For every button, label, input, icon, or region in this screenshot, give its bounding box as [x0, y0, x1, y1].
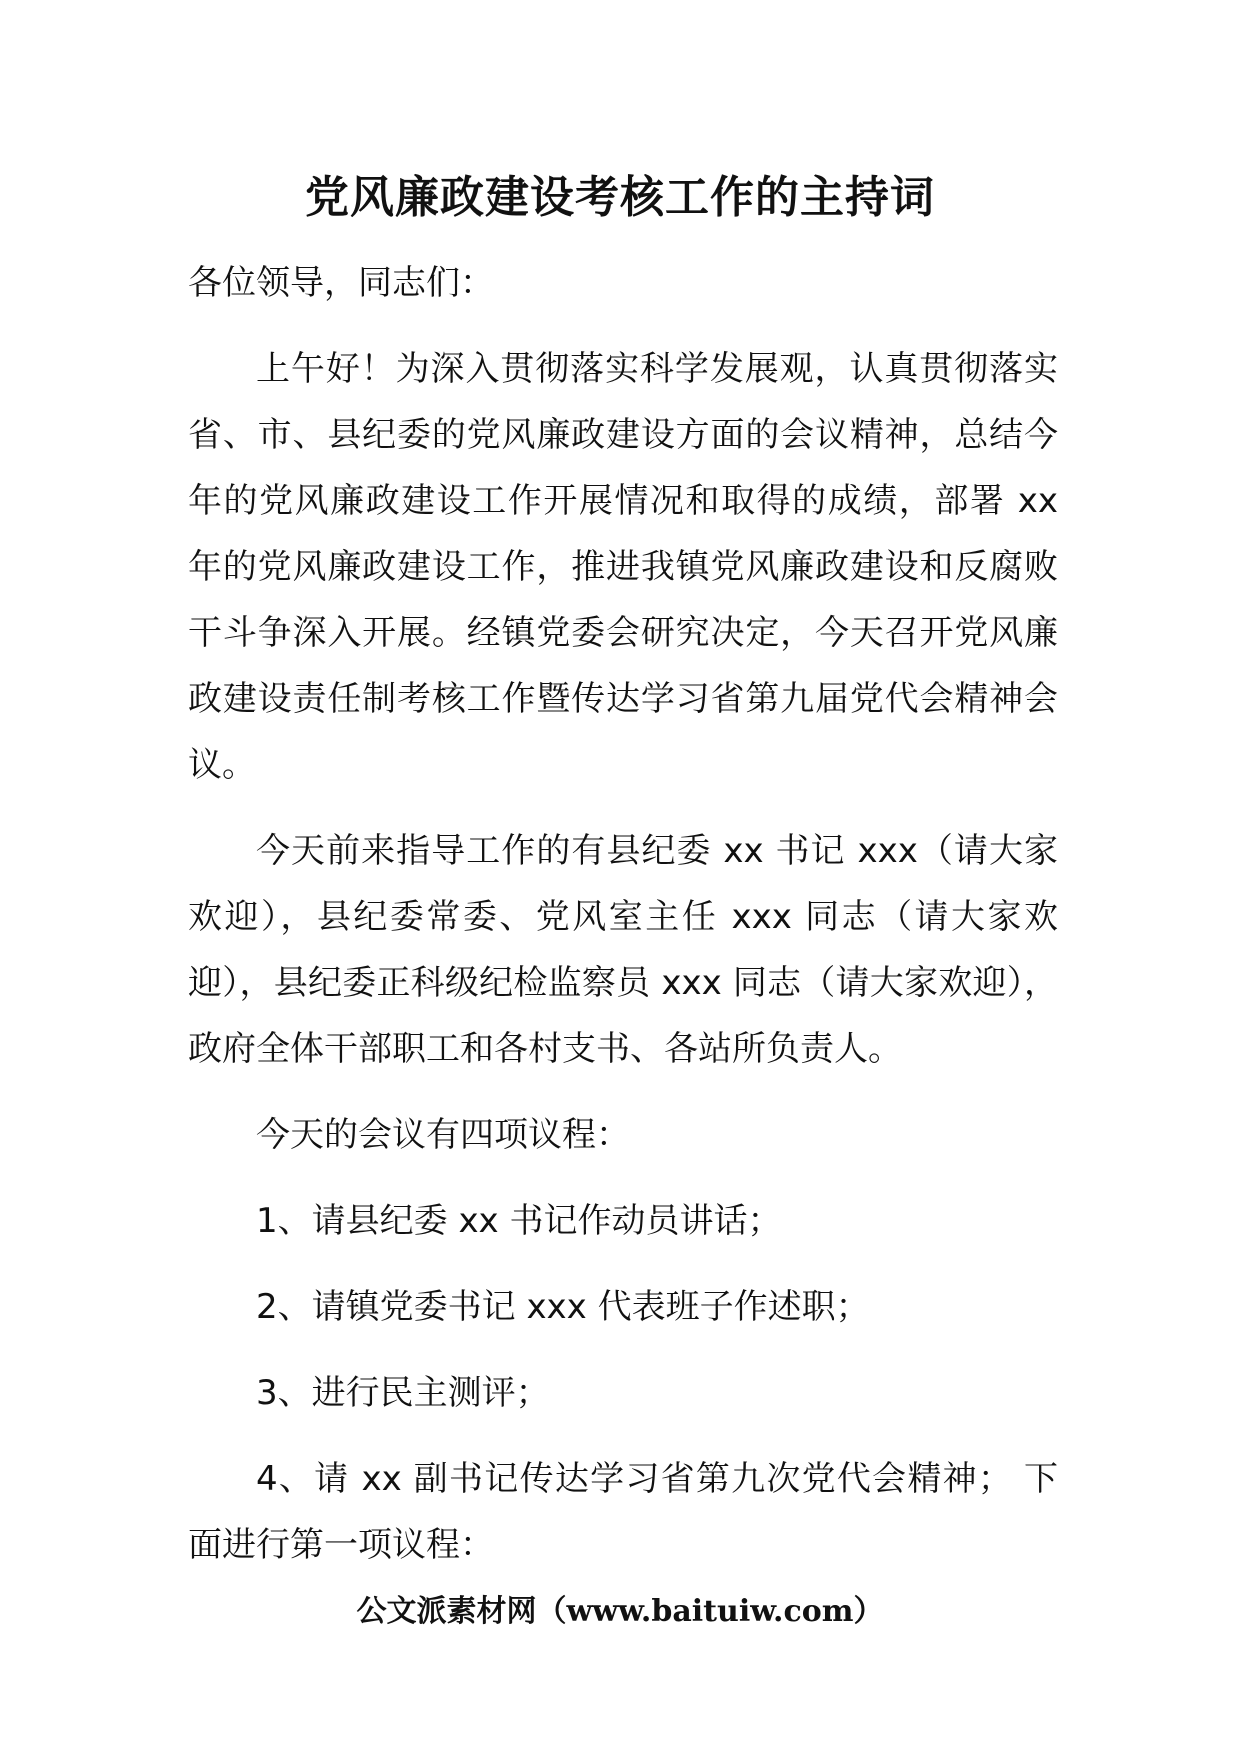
agenda-item-4: 4、请 xx 副书记传达学习省第九次党代会精神； 下面进行第一项议程： — [188, 1459, 1058, 1565]
agenda-item-3: 3、进行民主测评； — [256, 1373, 550, 1413]
footer-source: 公文派素材网（www.baituiw.com） — [356, 1594, 884, 1629]
document-title: 党风廉政建设考核工作的主持词 — [305, 172, 935, 223]
agenda-item-1: 1、请县纪委 xx 书记作动员讲话； — [256, 1201, 782, 1241]
paragraph-opening: 上午好！为深入贯彻落实科学发展观，认真贯彻落实省、市、县纪委的党风廉政建设方面的会议精神，总结今年的党风廉政建设工作开展情况和取得的成绩，部署 xx 年的党风廉政建设工作，推进我镇党风廉政建设和反腐败干斗争深入开展。经镇党委会研究决定，今天召开党风廉政建设责任制考核工作暨传达学习省第九届党代会精神会议。 — [188, 349, 1058, 785]
agenda-item-2: 2、请镇党委书记 xxx 代表班子作述职； — [256, 1287, 870, 1327]
document-body — [188, 250, 1058, 1598]
paragraph-agenda-intro: 今天的会议有四项议程： — [256, 1115, 630, 1155]
salutation: 各位领导，同志们： — [188, 263, 494, 303]
paragraph-guests: 今天前来指导工作的有县纪委 xx 书记 xxx（请大家欢迎），县纪委常委、党风室主任 xxx 同志（请大家欢迎），县纪委正科级纪检监察员 xxx 同志（请大家欢迎），政府全体干部职工和各村支书、各站所负责人。 — [188, 831, 1058, 1069]
